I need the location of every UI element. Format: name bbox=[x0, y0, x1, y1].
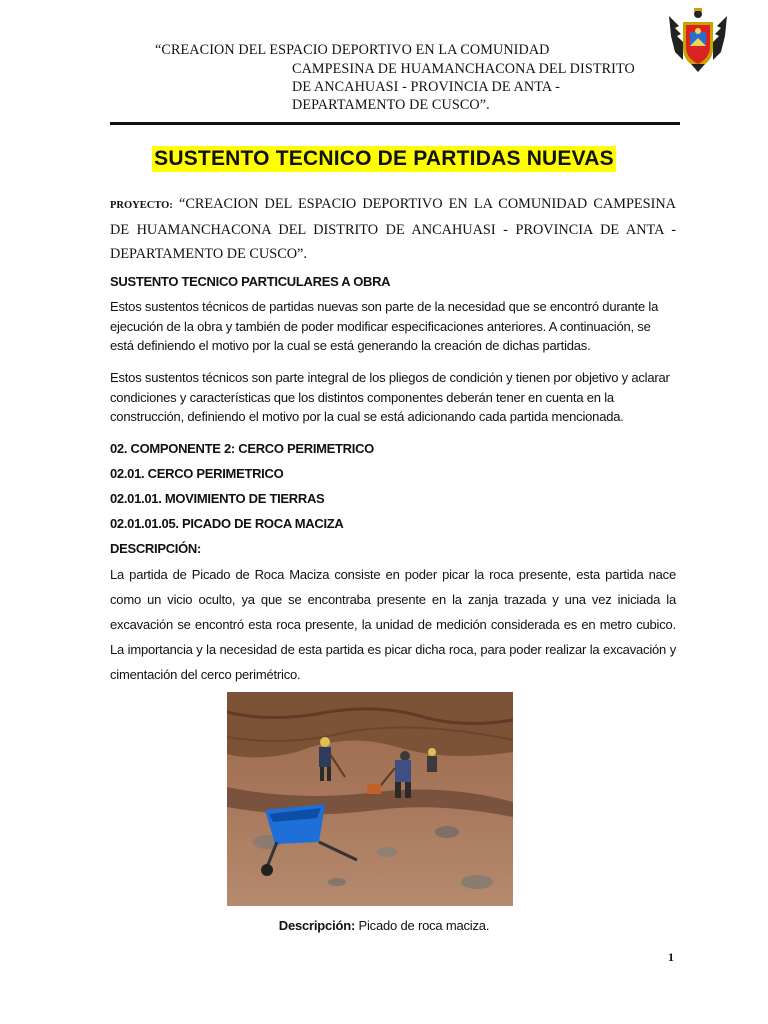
page-number: 1 bbox=[668, 950, 674, 964]
header-divider bbox=[110, 122, 680, 125]
coat-of-arms-logo bbox=[665, 6, 731, 72]
paragraph-2: Estos sustentos técnicos son parte integral de los pliegos de condición y tienen por objetivo y aclarar condiciones y características que los distintos componentes deberán tener en cuenta en la construcción, definiendo el motivo por la cual se está adicionando cada partida mencionada. bbox=[110, 370, 670, 424]
heading-descripcion: DESCRIPCIÓN: bbox=[110, 541, 202, 556]
header-line-2: CAMPESINA DE HUAMANCHACONA DEL DISTRITO bbox=[292, 61, 635, 77]
proyecto-text: “CREACION DEL ESPACIO DEPORTIVO EN LA COMUNIDAD CAMPESINA DE HUAMANCHACONA DEL DISTRITO DE ANCAHUASI - PROVINCIA DE ANTA - DEPARTAMENTO DE CUSCO”. bbox=[110, 196, 677, 262]
descripcion-paragraph: La partida de Picado de Roca Maciza consiste en poder picar la roca presente, esta partida nace como un vicio oculto, ya que se encontraba presente en la zanja trazada y una vez iniciada la excavación se encontró esta roca presente, la unidad de medición considerada es en metro cubico. La importancia y la necesidad de esta partida es picar dicha roca, para poder realizar la excavación y cimentación del cerco perimétrico. bbox=[110, 567, 676, 682]
header-line-1: “CREACION DEL ESPACIO DEPORTIVO EN LA COMUNIDAD bbox=[155, 42, 550, 58]
proyecto-block bbox=[110, 192, 676, 266]
page-title: SUSTENTO TECNICO DE PARTIDAS NUEVAS bbox=[154, 147, 614, 170]
photo-caption bbox=[0, 918, 768, 933]
site-photo bbox=[227, 692, 513, 906]
paragraph-1: Estos sustentos técnicos de partidas nuevas son parte de la necesidad que se encontró durante la ejecución de la obra y también de poder modificar especificaciones anteriores. A continuación, se está definiendo el motivo por la cual se está generando la creación de dichas partidas. bbox=[110, 299, 659, 353]
caption-text: Picado de roca maciza. bbox=[358, 918, 490, 933]
caption-label: Descripción: bbox=[278, 918, 356, 933]
header-line-4: DEPARTAMENTO DE CUSCO”. bbox=[292, 97, 490, 113]
proyecto-label: PROYECTO: bbox=[110, 200, 173, 211]
heading-componente-2: 02. COMPONENTE 2: CERCO PERIMETRICO bbox=[110, 441, 374, 456]
heading-picado-roca: 02.01.01.05. PICADO DE ROCA MACIZA bbox=[110, 516, 344, 531]
heading-cerco-perimetrico: 02.01. CERCO PERIMETRICO bbox=[110, 466, 284, 481]
heading-movimiento-tierras: 02.01.01. MOVIMIENTO DE TIERRAS bbox=[110, 491, 325, 506]
header-continuation bbox=[292, 60, 635, 114]
section-heading: SUSTENTO TECNICO PARTICULARES A OBRA bbox=[110, 274, 391, 289]
header-line-3: DE ANCAHUASI - PROVINCIA DE ANTA - bbox=[292, 79, 560, 95]
